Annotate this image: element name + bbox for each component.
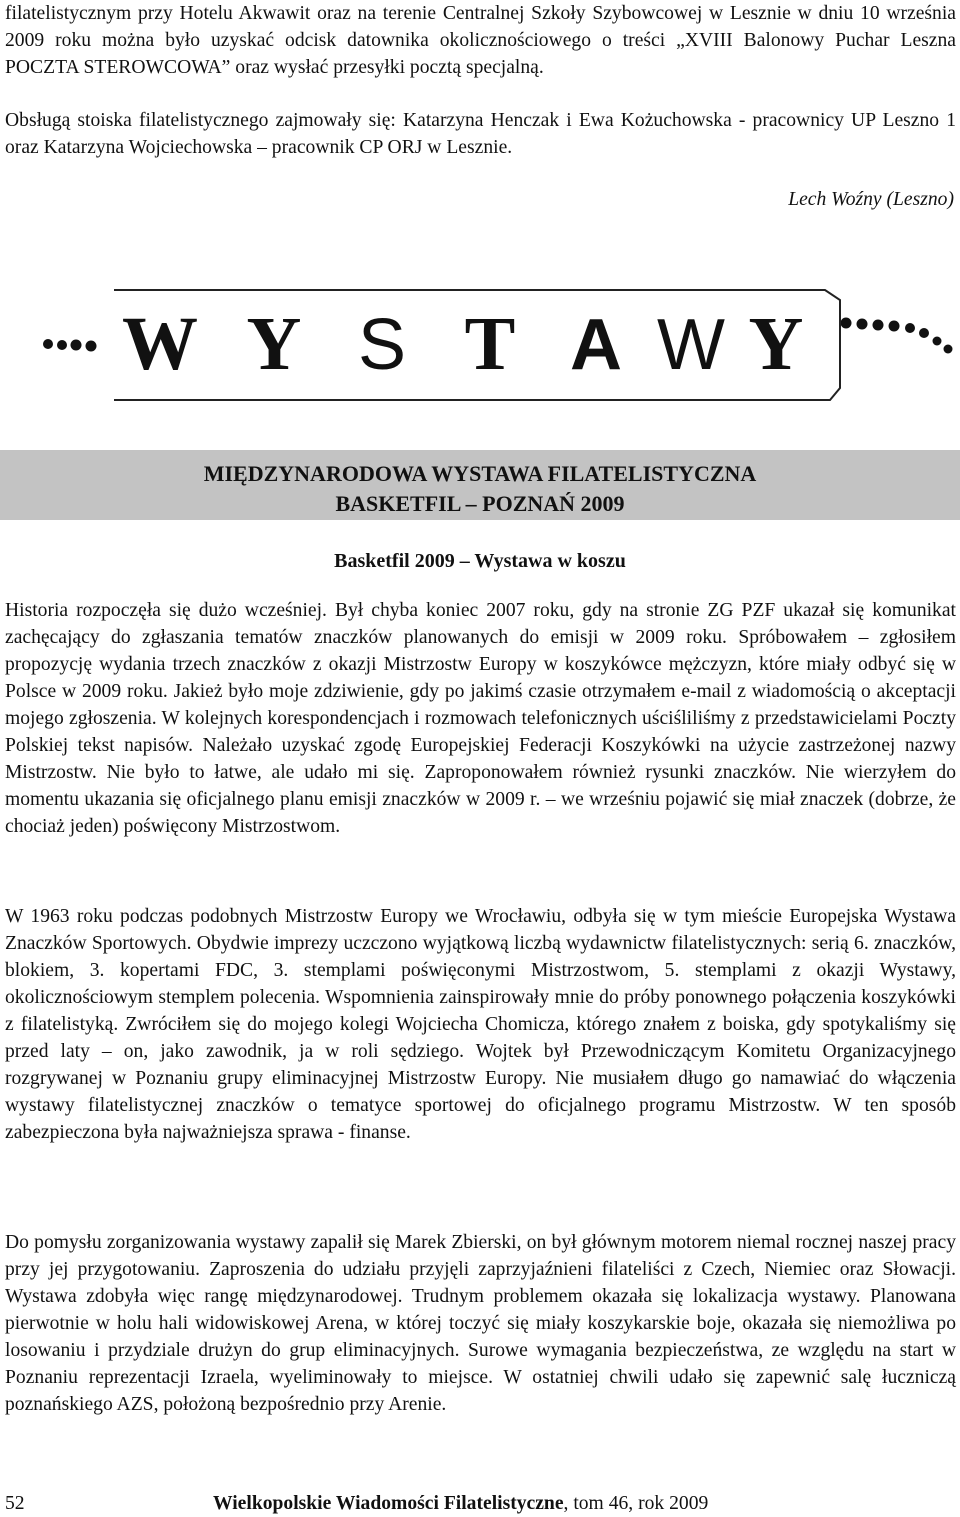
page-number: 52 — [5, 1493, 25, 1514]
intro-paragraph-1: filatelistycznym przy Hotelu Akwawit oraz na terenie Centralnej Szkoły Szybowcowej w Lesznie w dniu 10 września 2009 roku można było uzyskać odcisk datownika okolicznościowego o treści „XVIII Balonowy Puchar Leszna POCZTA STEROWCOWA” oraz wysłać przesyłki pocztą specjalną. — [5, 3, 956, 78]
article-title-line-2: BASKETFIL – POZNAŃ 2009 — [335, 491, 625, 516]
banner-letter-w1: W — [122, 302, 198, 386]
article-paragraph-2: W 1963 roku podczas podobnych Mistrzostw Europy we Wrocławiu, odbyła się w tym mieście Europejska Wystawa Znaczków Sportowych. Obydwie imprezy uczczono wyjątkową liczbą wydawnictw filatelistycznych: serią 6. znaczków, blokiem, 3. kopertami FDC, 3. stemplami poświęconymi Mistrzostwom, 5. stemplami z okazji Wystawy, okolicznościowym stemplem polecenia. Wspomnienia zainspirowały mnie do próby ponownego połączenia koszykówki z filatelistyką. Zwróciłem się do mojego kolegi Wojciecha Chomicza, którego znałem z boiska, gdy spotykaliśmy się przed laty – on, jako zawodnik, ja w roli sędziego. Wojtek był Przewodniczącym Komitetu Organizacyjnego rozgrywanej w Poznaniu grupy eliminacyjnej Mistrzostw Europy. Nie musiałem długo go namawiać do włączenia wystawy filatelistycznej znaczków o tematyce sportowej do oficjalnego programu Mistrzostw. W ten sposób zabezpieczona była najważniejsza sprawa - finanse. — [5, 906, 956, 1143]
article-title-line-1: MIĘDZYNARODOWA WYSTAWA FILATELISTYCZNA — [203, 461, 757, 486]
banner-letter-y1: Y — [246, 302, 302, 386]
article-author: Lech Woźny (Leszno) — [788, 189, 954, 210]
banner-letter-a: A — [570, 305, 622, 385]
article-paragraph-3: Do pomysłu zorganizowania wystawy zapalił się Marek Zbierski, on był głównym motorem niemal rocznej naszej pracy przy jej przygotowaniu. Zaproszenia do udziału przyjęli zaprzyjaźnieni filateliści z Czech, Niemiec oraz Słowacji. Wystawa zdobyła więc rangę międzynarodowej. Trudnym problemem okazała się lokalizacja wystawy. Planowana pierwotnie w holu hali widowiskowej Arena, w której toczyć się miały koszykarskie boje, okazała się niemożliwa po losowaniu i przydziale drużyn do grup eliminacyjnych. Surowe wymagania bezpieczeństwa, ze względu na start w Poznaniu reprezentacji Izraela, wyeliminowały to miejsce. W ostatniej chwili udało się zapewnić salę łuczniczą poznańskiego AZS, położoną bezpośrednio przy Arenie. — [5, 1232, 956, 1415]
banner-letter-s: S — [357, 305, 407, 385]
banner-letter-t: T — [464, 302, 516, 386]
article-paragraph-1: Historia rozpoczęła się dużo wcześniej. Był chyba koniec 2007 roku, gdy na stronie ZG PZF ukazał się komunikat zachęcający do zgłaszania tematów znaczków planowanych do emisji w 2009 roku. Spróbowałem – zgłosiłem propozycję wydania trzech znaczków z okazji Mistrzostw Europy w koszykówce mężczyzn, które miały odbyć się w Polsce w 2009 roku. Jakież było moje zdziwienie, gdy po jakimś czasie otrzymałem e-mail z wiadomością o akceptacji mojego zgłoszenia. W kolejnych korespondencjach i rozmowach telefonicznych uściśliliśmy z przedstawicielami Poczty Polskiej tekst napisów. Należało uzyskać zgodę Europejskiej Federacji Koszykówki na użycie zastrzeżonej nazwy Mistrzostw. Nie było to łatwe, ale udało mi się. Zaproponowałem również rysunki znaczków. Nie wierzyłem do momentu ukazania się oficjalnego planu emisji znaczków w 2009 r. – we wrześniu pojawić się miał znaczek (dobrze, że chociaż jeden) poświęcony Mistrzostwom. — [5, 600, 956, 837]
journal-issue: , tom 46, rok 2009 — [563, 1493, 709, 1514]
article-subtitle: Basketfil 2009 – Wystawa w koszu — [334, 550, 626, 572]
page-footer — [5, 1490, 955, 1517]
banner-dots-left — [43, 339, 97, 352]
journal-title: Wielkopolskie Wiadomości Filatelistyczne — [213, 1493, 564, 1514]
banner-letter-y2: Y — [748, 302, 804, 386]
banner-letter-w2: W — [657, 305, 725, 385]
banner-dots-right — [841, 318, 953, 354]
wystawy-section-banner — [40, 286, 960, 404]
intro-paragraph-2: Obsługą stoiska filatelistycznego zajmowały się: Katarzyna Henczak i Ewa Kożuchowska - pracownicy UP Leszno 1 oraz Katarzyna Wojciechowska – pracownik CP ORJ w Lesznie. — [5, 110, 956, 158]
article-title-band — [0, 450, 960, 520]
